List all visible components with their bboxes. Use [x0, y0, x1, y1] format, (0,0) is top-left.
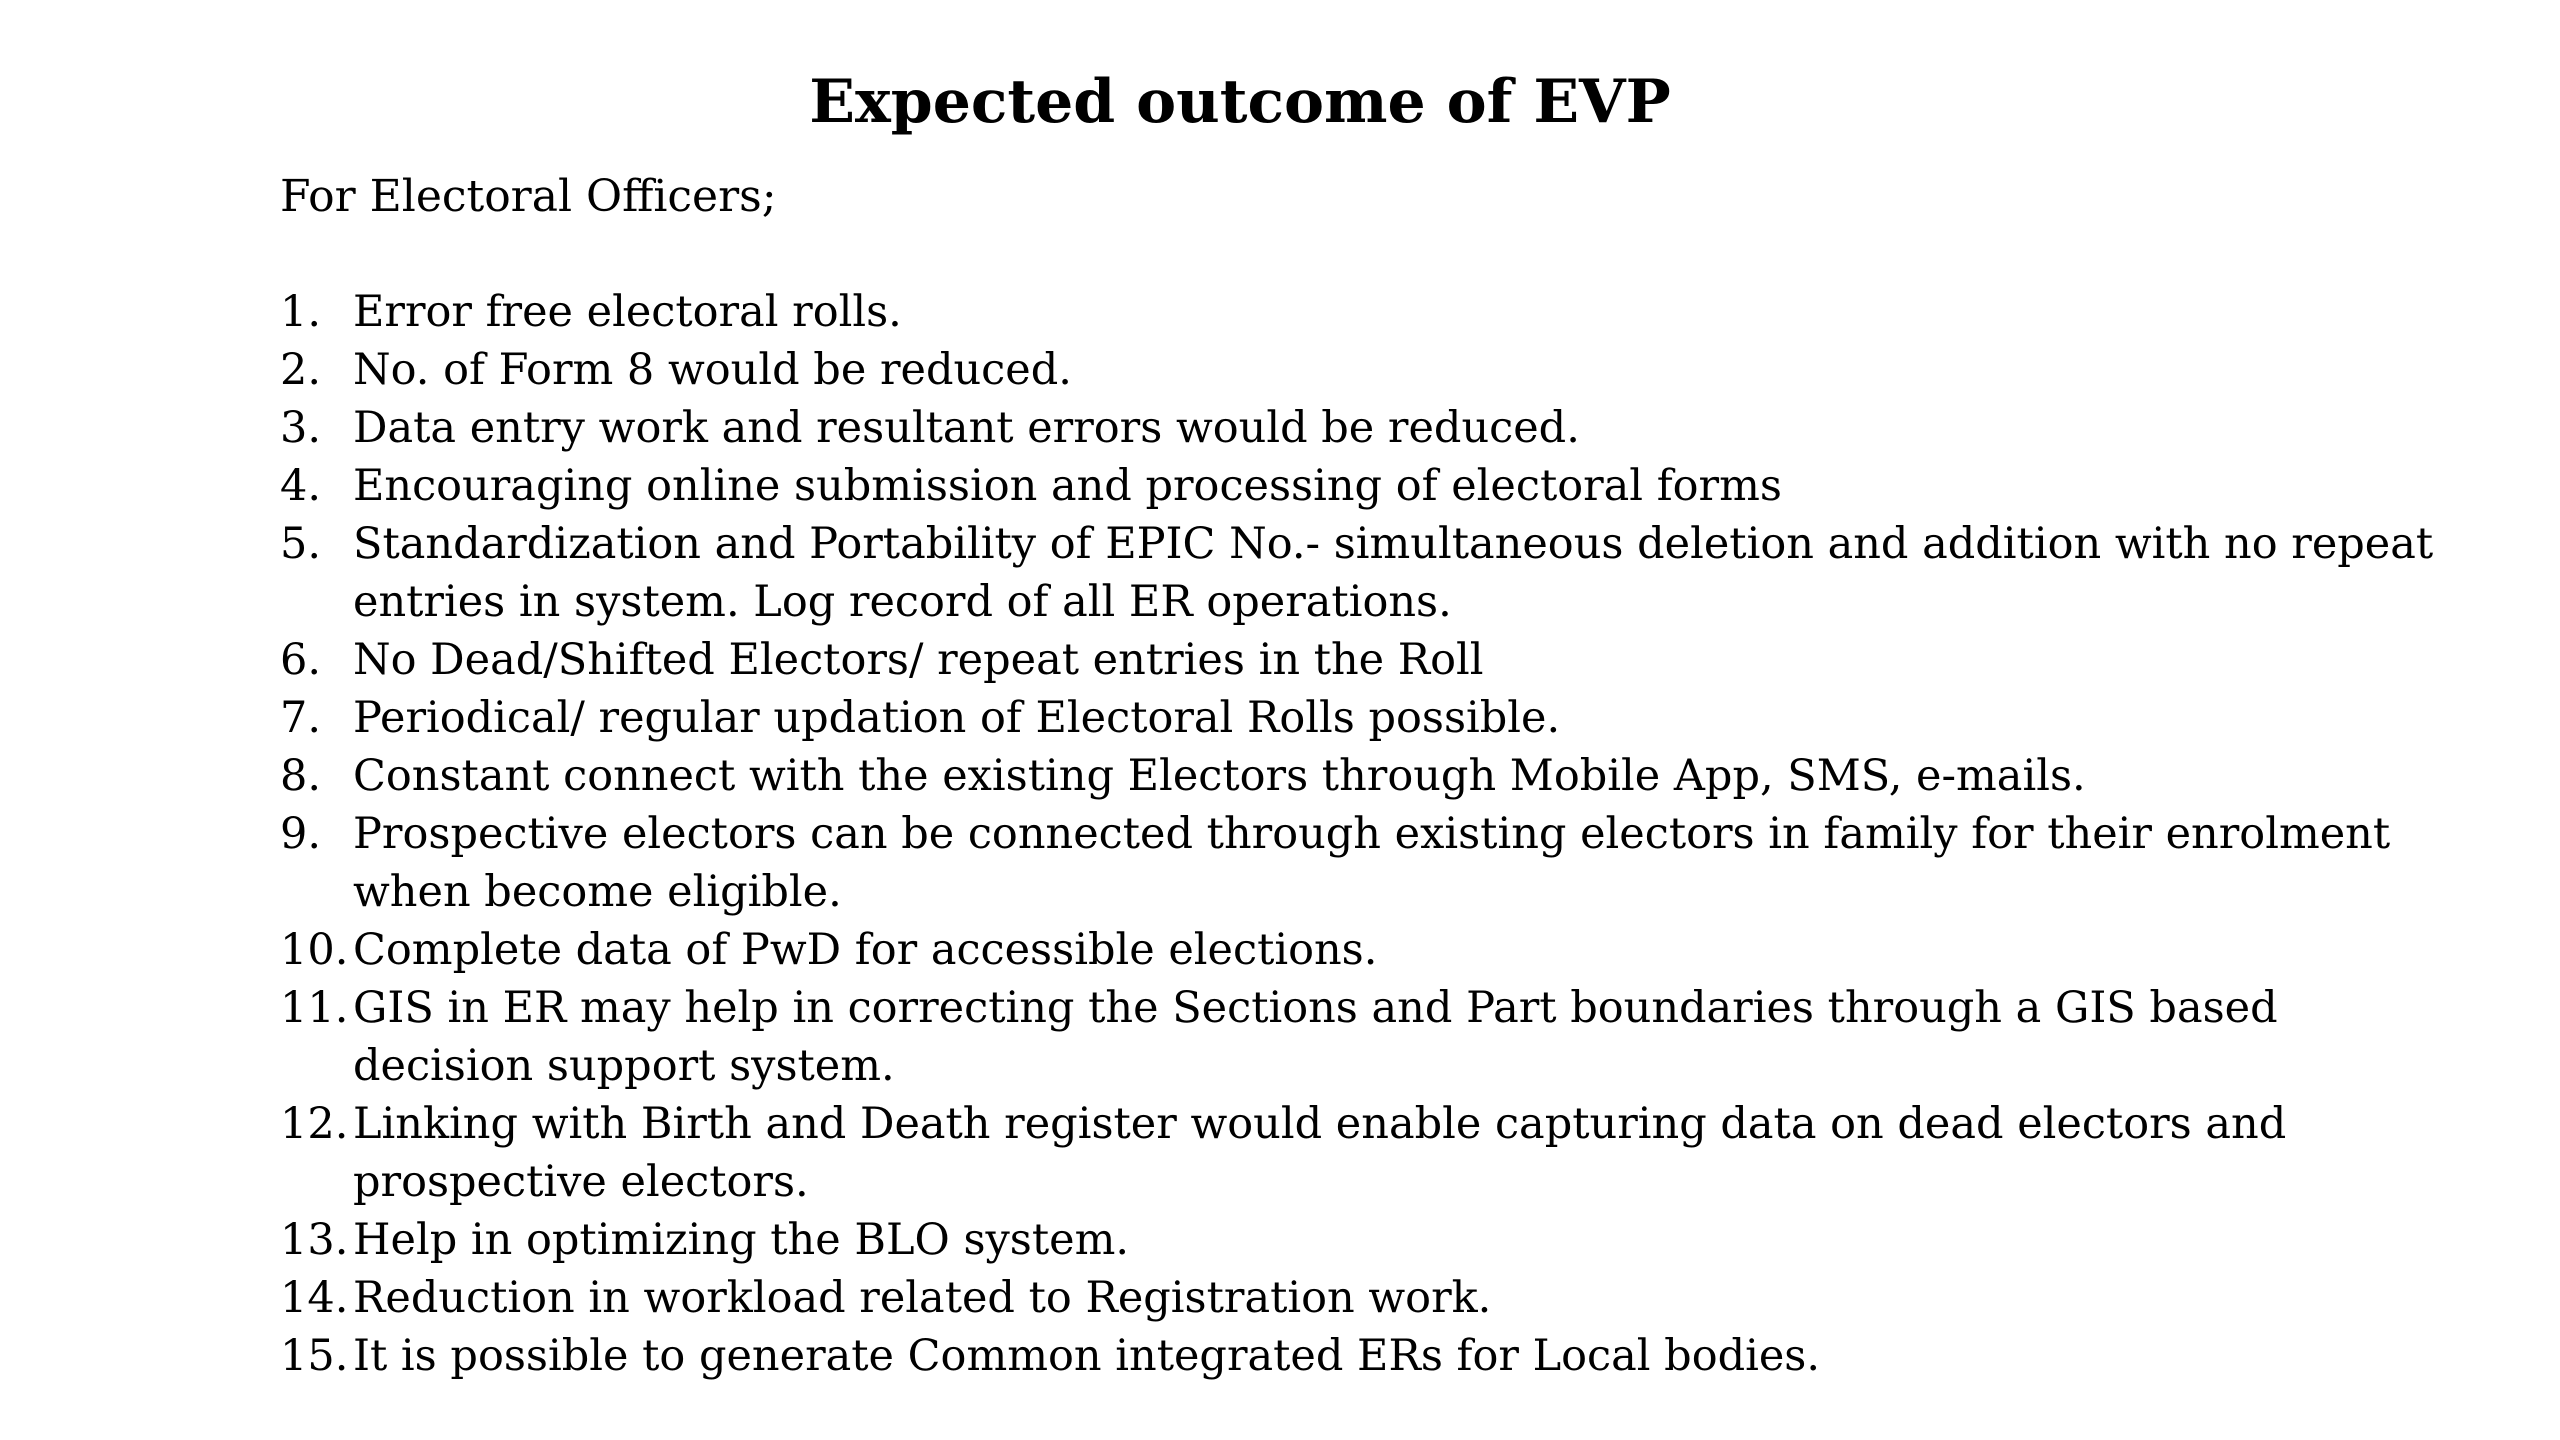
- list-item: [280, 283, 2460, 341]
- list-item: [280, 805, 2460, 921]
- slide-title: Expected outcome of EVP: [809, 67, 1671, 137]
- item-text: Constant connect with the existing Electors through Mobile App, SMS, e-mails.: [353, 751, 2086, 801]
- item-number: 11.: [280, 983, 349, 1033]
- item-number: 7.: [280, 693, 322, 743]
- item-text: Data entry work and resultant errors would be reduced.: [353, 403, 1580, 453]
- item-number: 5.: [280, 519, 322, 569]
- list-item: [280, 341, 2460, 399]
- item-number: 8.: [280, 751, 322, 801]
- item-number: 3.: [280, 403, 322, 453]
- item-number: 1.: [280, 287, 322, 337]
- list-item: [280, 515, 2460, 631]
- item-text: Periodical/ regular updation of Electoral Rolls possible.: [353, 693, 1561, 743]
- item-text: No. of Form 8 would be reduced.: [353, 345, 1072, 395]
- item-number: 6.: [280, 635, 322, 685]
- item-text: Linking with Birth and Death register would enable capturing data on dead electors and prospective electors.: [353, 1099, 2287, 1207]
- list-item: [280, 1095, 2460, 1211]
- outcome-list: [280, 283, 2460, 1385]
- item-text: Help in optimizing the BLO system.: [353, 1215, 1130, 1265]
- list-item: [280, 457, 2460, 515]
- item-text: Complete data of PwD for accessible elections.: [353, 925, 1378, 975]
- item-text: Encouraging online submission and processing of electoral forms: [353, 461, 1782, 511]
- item-number: 10.: [280, 925, 349, 975]
- item-number: 13.: [280, 1215, 349, 1265]
- list-item: [280, 1269, 2460, 1327]
- item-number: 9.: [280, 809, 322, 859]
- item-number: 15.: [280, 1331, 349, 1381]
- item-text: Prospective electors can be connected through existing electors in family for their enrolment when become eligible.: [353, 809, 2391, 917]
- list-item: [280, 921, 2460, 979]
- list-item: [280, 689, 2460, 747]
- list-item: [280, 631, 2460, 689]
- item-text: Error free electoral rolls.: [353, 287, 902, 337]
- list-item: [280, 399, 2460, 457]
- list-item: [280, 747, 2460, 805]
- list-item: [280, 1327, 2460, 1385]
- item-number: 4.: [280, 461, 322, 511]
- item-number: 2.: [280, 345, 322, 395]
- item-text: Standardization and Portability of EPIC No.- simultaneous deletion and addition with no repeat entries in system. Log record of all ER operations.: [353, 519, 2434, 627]
- item-text: Reduction in workload related to Registration work.: [353, 1273, 1492, 1323]
- item-number: 12.: [280, 1099, 349, 1149]
- item-text: No Dead/Shifted Electors/ repeat entries in the Roll: [353, 635, 1484, 685]
- item-text: It is possible to generate Common integrated ERs for Local bodies.: [353, 1331, 1821, 1381]
- item-text: GIS in ER may help in correcting the Sections and Part boundaries through a GIS based decision support system.: [353, 983, 2278, 1091]
- intro-text: For Electoral Officers;: [280, 171, 777, 222]
- list-item: [280, 979, 2460, 1095]
- list-item: [280, 1211, 2460, 1269]
- item-number: 14.: [280, 1273, 349, 1323]
